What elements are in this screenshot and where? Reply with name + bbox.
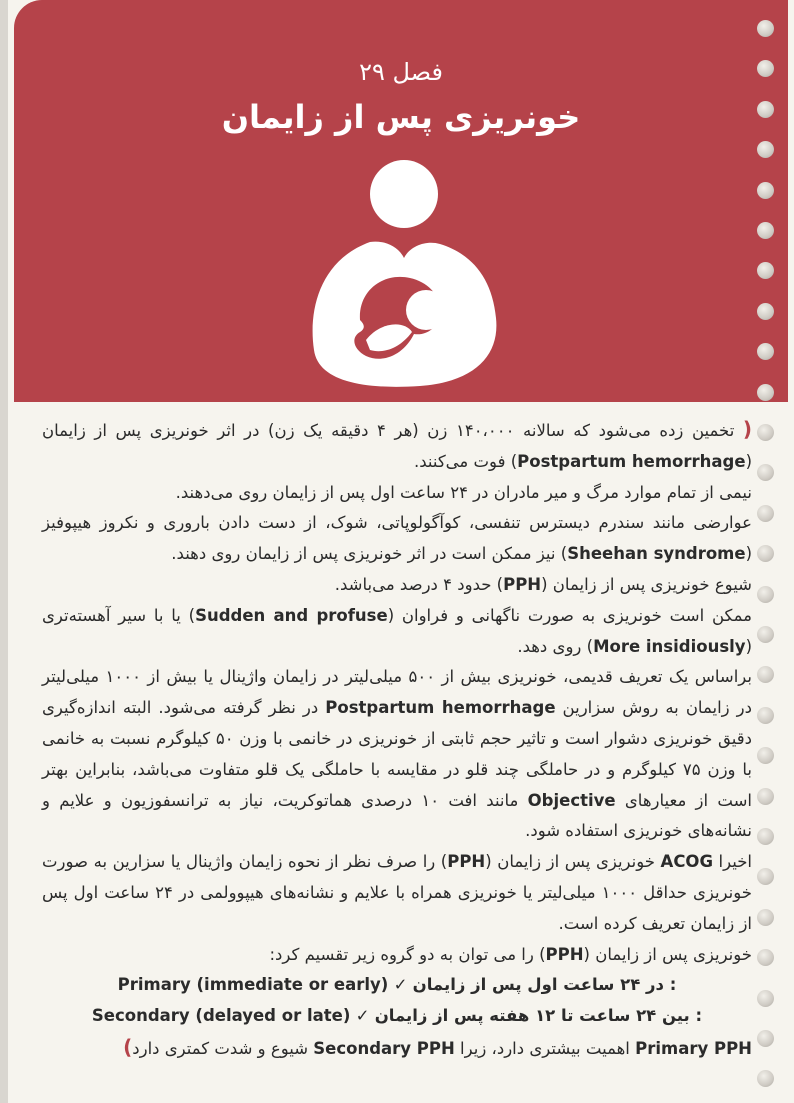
term: Postpartum hemorrhage [517,451,746,471]
binding-hole [757,747,774,764]
check-icon: ✓ [355,1006,370,1026]
paragraph: نیمی از تمام موارد مرگ و میر مادران در ۲۴ ساعت اول پس از زایمان روی می‌دهند. [175,482,752,502]
text: اخیرا [713,852,753,872]
term: More insidiously [593,636,746,656]
binding-hole [757,990,774,1007]
item-term [92,1006,370,1025]
text: ) حدود ۴ درصد می‌باشد. [334,574,504,594]
paragraph [42,601,752,663]
paragraph [42,508,752,570]
mother-head [370,160,438,228]
list-item [42,970,752,1001]
text: تخمین زده می‌شود که سالانه ۱۴۰،۰۰۰ زن (هر ۴ دقیقه یک زن) در اثر خونریزی پس از زایمان ( [42,421,752,471]
binding-hole [757,666,774,683]
binding-hole [757,343,774,360]
binding-hole [757,384,774,401]
text: اهمیت بیشتری دارد، زیرا [454,1038,636,1058]
text: ) نیز ممکن است در اثر خونریزی پس از زایمان روی دهند. [171,544,568,564]
binding-hole [757,141,774,158]
text: ممکن است خونریزی به صورت ناگهانی و فراوان ( [387,605,753,625]
binding-hole [757,222,774,239]
paragraph [42,1032,752,1065]
binding-hole [757,464,774,481]
text: در نظر گرفته می‌شود. البته اندازه‌گیری دقیق خونریزی دشوار است و تاثیر حجم ثابتی از خونریزی در خانمی با وزن ۵۰ کیلوگرم نسبت به خانمی با وزن ۷۵ کیلوگرم و در حاملگی چند قلو در مقایسه با حاملگی یک قلو متفاوت می‌باشد، بنابراین بهتر است از معیارهای [42,698,753,810]
term: Secondary (delayed or late) [91,1006,351,1026]
term: Primary (immediate or early) [117,975,389,995]
binding-hole [757,909,774,926]
binding-hole [757,60,774,77]
paragraph [42,940,752,971]
term: Primary PPH [635,1038,752,1058]
binding-hole [757,868,774,885]
bracket-close: ) [123,1034,133,1059]
paragraph [42,847,752,939]
chapter-number: فصل ۲۹ [359,58,443,86]
binding-hole [757,586,774,603]
list-item [42,1001,752,1032]
binding-hole [757,788,774,805]
binding-hole [757,182,774,199]
term: Objective [527,790,616,810]
text: ) روی دهد. [517,636,594,656]
term: PPH [447,852,486,872]
text: ) فوت می‌کنند. [413,451,518,471]
bracket-open: ( [742,417,753,441]
text: خونریزی پس از زایمان ( [583,944,752,964]
text: ) را می توان به دو گروه زیر تقسیم کرد: [269,944,546,964]
text: ) یا با سیر آهسته‌تری ( [42,605,752,656]
binding-hole [757,545,774,562]
text: مانند افت ۱۰ درصدی هماتوکریت، نیاز به ترانسفوزیون و علایم و نشانه‌های خونریزی استفاده شود. [42,790,752,841]
item-text: : در ۲۴ ساعت اول پس از زایمان [412,975,677,995]
text: شیوع خونریزی پس از زایمان ( [541,574,752,594]
paragraph [42,662,752,847]
term: Postpartum hemorrhage [325,698,556,718]
paragraph [42,570,752,601]
term: PPH [545,944,584,964]
text: ) را صرف نظر از نحوه زایمان واژینال یا سزارین به صورت خونریزی حداقل ۱۰۰۰ میلی‌لیتر یا خونریزی همراه با علایم و نشانه‌های هیپوولمی در ۲۴ ساعت اول پس از زایمان تعریف کرده است. [42,852,752,933]
binding-hole [757,262,774,279]
binding-hole [757,707,774,724]
binding-hole [757,1030,774,1047]
baby-head [406,290,446,330]
chapter-header [14,0,788,402]
item-text: : بین ۲۴ ساعت تا ۱۲ هفته پس از زایمان [374,1006,703,1026]
term: Sheehan syndrome [567,544,746,564]
binding-hole [757,101,774,118]
binding-hole [757,505,774,522]
binding-hole [757,1070,774,1087]
binding-hole [757,303,774,320]
binding-hole [757,828,774,845]
check-icon: ✓ [393,975,408,995]
chapter-body [42,414,752,1065]
breastfeeding-mother-icon [300,150,510,390]
term: PPH [503,574,542,594]
binding-hole [757,20,774,37]
item-term [118,975,408,994]
text: خونریزی پس از زایمان ( [485,852,661,872]
binding-hole [757,424,774,441]
binding-hole [757,949,774,966]
text: براساس یک تعریف قدیمی، خونریزی بیش از ۵۰۰ میلی‌لیتر در زایمان واژینال یا بیش از ۱۰۰۰ میلی‌لیتر در زایمان به روش سزارین [42,667,752,718]
term: Sudden and profuse [195,605,388,625]
chapter-title: خونریزی پس از زایمان [221,98,581,136]
term: ACOG [660,852,713,872]
text: عوارضی مانند سندرم دیسترس تنفسی، کوآگولوپاتی، شوک، از دست دادن باروری و نکروز هیپوفیز ( [42,513,752,564]
paragraph [42,414,752,478]
book-page [8,0,794,1103]
term: Secondary PPH [313,1038,455,1058]
binding-holes [748,0,784,1103]
binding-hole [757,626,774,643]
text: شیوع و شدت کمتری دارد [132,1038,314,1058]
